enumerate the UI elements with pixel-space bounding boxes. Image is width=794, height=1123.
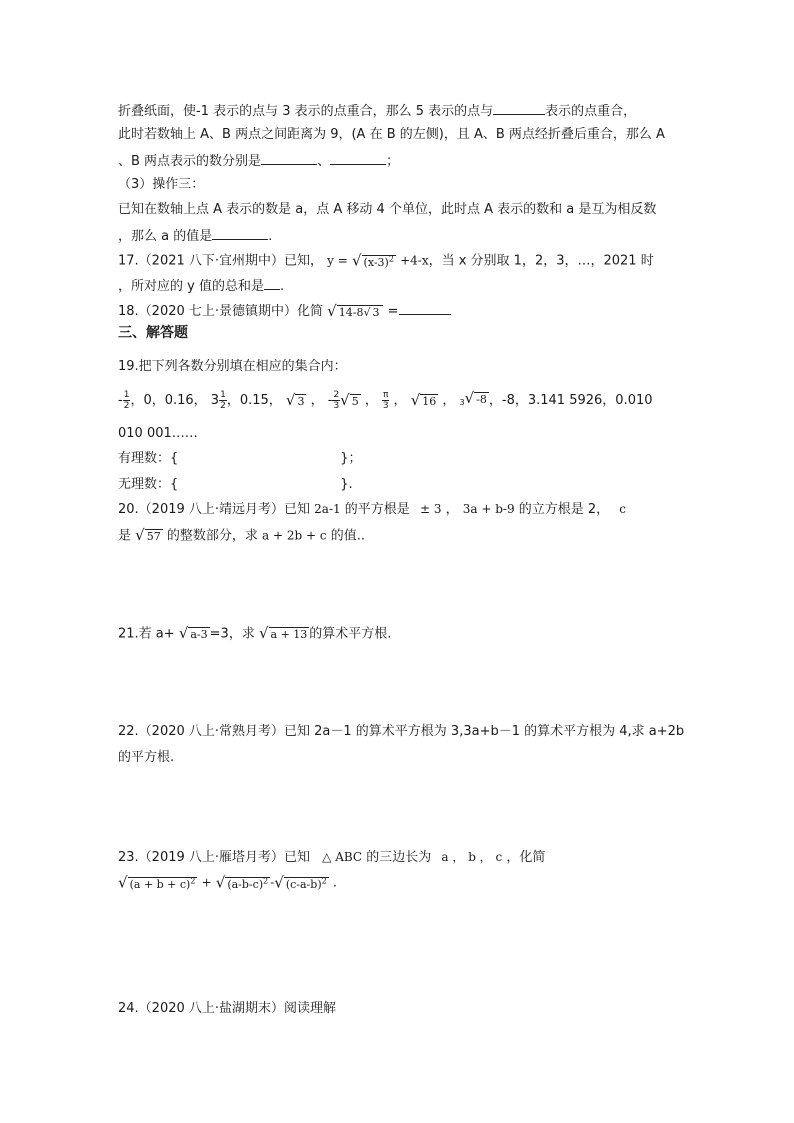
- q23-text: ，化简: [506, 850, 546, 865]
- q23-text: 的三边长为: [366, 850, 432, 865]
- q24-text: 24.（2020 八上·盐湖期末）阅读理解: [118, 1001, 337, 1016]
- sqrt-expr: √ 57: [135, 526, 161, 544]
- radicand: 16: [422, 394, 437, 408]
- q16-line6: [118, 226, 272, 246]
- q16-text: ，那么 a 的值是: [118, 229, 213, 244]
- sqrt-expr: √ 16: [410, 390, 437, 409]
- sqrt-expr: √ $(a-b-c)^2$: [215, 873, 269, 892]
- operator: +: [201, 875, 212, 890]
- q16-text: 、: [317, 154, 331, 169]
- q16-line2: [118, 126, 665, 144]
- set-close: }.: [340, 477, 353, 492]
- q20-expr: c: [619, 502, 627, 516]
- sqrt-expr: √ 3: [285, 390, 305, 409]
- answer-blank[interactable]: [261, 151, 317, 165]
- q20-text: 的平方根是: [344, 502, 410, 517]
- q20-expr: 3a + b-9: [462, 502, 515, 516]
- section-heading: 三、解答题: [118, 325, 188, 341]
- exponent: 2: [263, 876, 269, 885]
- q16-text: 表示的点重合，: [545, 104, 637, 119]
- q20-line2: [118, 526, 365, 546]
- inner-sqrt: √ 3: [363, 305, 380, 319]
- q17-text: .: [279, 279, 285, 294]
- q23-text: 23.（2019 八上·雁塔月考）已知: [118, 850, 311, 865]
- numerator: 2: [333, 390, 340, 400]
- q17-line2: [118, 276, 284, 296]
- q22-line2: [118, 749, 174, 767]
- sqrt-expr: √ 5: [340, 390, 359, 409]
- q23-expr: a ， b ， c: [441, 850, 503, 864]
- radicand: (a + b + c): [129, 877, 191, 891]
- q22-text: 的平方根.: [118, 750, 175, 765]
- q22-text: 22.（2020 八上·常熟月考）已知 2a－1 的算术平方根为 3,3a+b－1 的算术平方根为 4,求 a+2b: [118, 724, 685, 739]
- q20-expr: ± 3: [419, 502, 442, 516]
- q21-text: 的算术平方根.: [309, 626, 392, 642]
- q20-text: 是: [118, 528, 132, 544]
- fraction: [219, 390, 227, 411]
- cube-root-expr: 3√ -8: [459, 389, 487, 407]
- radicand: 3: [297, 394, 305, 408]
- root-index: 3: [459, 398, 465, 407]
- q18-line: [118, 301, 451, 322]
- radicand: 5: [351, 394, 359, 408]
- radicand: 14-8: [338, 305, 364, 319]
- sqrt-expr: √ a-3: [178, 624, 208, 642]
- exponent: 2: [388, 254, 394, 263]
- answer-blank[interactable]: [493, 101, 545, 115]
- radicand: 57: [146, 530, 161, 543]
- radicand: (a-b-c): [227, 877, 264, 891]
- minus-sign: -: [118, 393, 123, 408]
- sqrt-expr: √ a + 13: [258, 624, 308, 642]
- numerator: 1: [220, 390, 226, 400]
- exponent: 2: [190, 876, 196, 885]
- q20-text: 的值..: [330, 528, 365, 544]
- q17-expr: y =: [327, 253, 348, 268]
- exponent: 2: [321, 876, 327, 885]
- q16-text: 已知在数轴上点 A 表示的数是 a，点 A 移动 4 个单位，此时点 A 表示的数和 a 是互为相反数: [118, 202, 657, 217]
- q19-rational: [118, 450, 362, 468]
- sqrt-expr: √ 14-8√ 3: [327, 302, 383, 322]
- fraction: [332, 390, 340, 411]
- q21-text: =3，求: [209, 626, 255, 642]
- denominator: 3: [333, 401, 340, 411]
- fraction: [382, 390, 389, 411]
- q20-text: 20.（2019 八上·靖远月考）已知: [118, 502, 311, 517]
- q22-line1: [118, 723, 684, 741]
- radicand: -8: [476, 393, 487, 406]
- q17-text: ，所对应的 y 值的总和是: [118, 279, 264, 294]
- q17-line1: [118, 250, 654, 272]
- radicand: (c-a-b): [285, 877, 322, 891]
- q20-expr: 2a-1: [314, 502, 341, 516]
- sqrt-expr: √ $(c-a-b)^2$: [274, 873, 327, 892]
- q16-line3: [118, 151, 399, 171]
- q16-op3: [118, 176, 204, 194]
- q16-text: （3）操作三：: [118, 177, 205, 192]
- set-label: 有理数：{: [118, 451, 179, 466]
- q19-numbers: - $\frac{1}{2}$ ，0，0.16， 3 $\frac{1}{2}$ ，0.15， √ 3 ， - $\frac{2}{3}$ √ 5 ， $\frac{\pi}{3}$ ， √ 16 ， 3√ -8 ，-8，3.141 5926，0.010: [118, 389, 653, 411]
- q16-text: ；: [386, 154, 400, 169]
- q18-text: 18.（2020 七上·景德镇期中）化简: [118, 304, 324, 319]
- sqrt-expr: √ $(a + b + c)^2$: [118, 873, 196, 892]
- q23-line1: [118, 848, 545, 867]
- q17-text: 17.（2021 八下·宜州期中）已知，: [118, 253, 324, 269]
- q24-line: [118, 1000, 336, 1018]
- radicand: a-3: [190, 628, 208, 641]
- answer-blank[interactable]: [212, 226, 268, 240]
- sqrt-expr: √ $(x-3)^2$: [351, 251, 394, 270]
- q20-text: ，: [445, 502, 459, 517]
- equals: =: [387, 304, 399, 319]
- denominator: 3: [382, 401, 389, 411]
- q17-text: ，当 x 分别取 1，2，3，…，2021 时: [428, 253, 654, 269]
- answer-blank[interactable]: [330, 151, 386, 165]
- q21-text: 21.若 a+: [118, 626, 175, 642]
- numerator: 1: [123, 390, 130, 400]
- q19-text: ，-8，3.141 5926，0.010: [488, 393, 653, 408]
- q19-irrational: [118, 476, 353, 494]
- q23-expr: △ ABC: [322, 850, 363, 864]
- q16-text: 、B 两点表示的数分别是: [118, 154, 262, 169]
- numerator: π: [383, 390, 389, 400]
- q23-text: .: [332, 875, 337, 891]
- q19-text: 010 001……: [118, 426, 198, 441]
- q16-line5: [118, 201, 656, 219]
- q16-text: 此时若数轴上 A、B 两点之间距离为 9，(A 在 B 的左侧)，且 A、B 两点经折叠后重合，那么 A: [118, 127, 665, 142]
- operator: -: [270, 875, 275, 890]
- radicand: 3: [372, 305, 380, 319]
- q16-text: 折叠纸面，使-1 表示的点与 3 表示的点重合，那么 5 表示的点与: [118, 104, 494, 119]
- answer-blank[interactable]: [264, 276, 280, 290]
- q19-title: [118, 358, 347, 376]
- q16-text: .: [268, 229, 273, 244]
- q23-line2: [118, 872, 337, 894]
- q17-expr: +4-x: [400, 253, 429, 268]
- q19-text: 19.把下列各数分别填在相应的集合内：: [118, 359, 347, 374]
- denominator: 2: [123, 401, 130, 411]
- set-close: }；: [340, 451, 362, 466]
- denominator: 2: [220, 401, 226, 411]
- q19-text: ，0，0.16，: [130, 393, 207, 408]
- q20-text: 的立方根是 2，: [518, 502, 610, 517]
- answer-blank[interactable]: [399, 301, 451, 315]
- mixed-whole: 3: [210, 393, 220, 408]
- radicand: (x-3): [363, 255, 389, 269]
- radicand: a + 13: [270, 628, 308, 641]
- q16-line1: [118, 101, 636, 121]
- q19-line2: [118, 425, 198, 443]
- set-label: 无理数：{: [118, 477, 179, 492]
- q20-expr: a + 2b + c: [262, 528, 327, 543]
- q20-line1: [118, 500, 626, 519]
- q19-text: ，0.15，: [226, 393, 282, 408]
- q20-text: 的整数部分，求: [166, 528, 258, 544]
- q21-line: [118, 624, 391, 644]
- minus-sign: -: [327, 393, 333, 408]
